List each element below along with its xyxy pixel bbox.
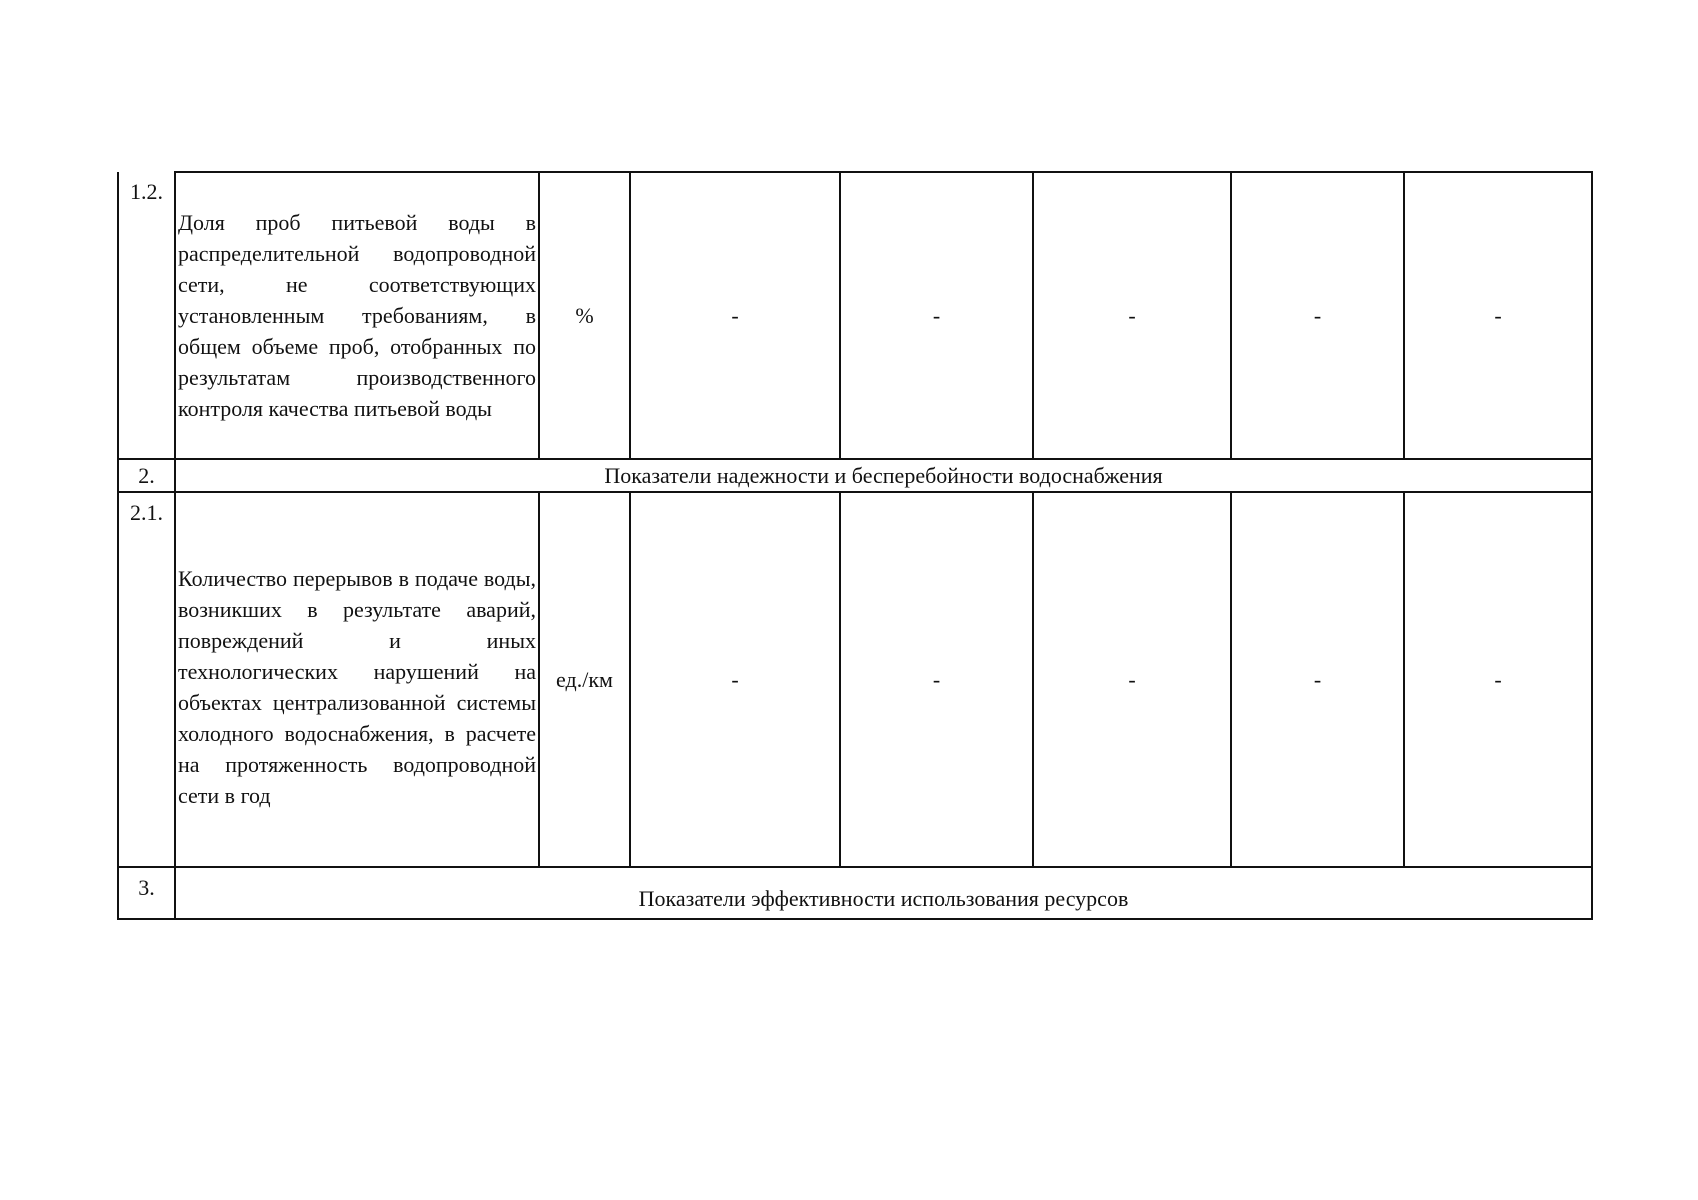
indicators-table <box>117 171 1593 920</box>
row-number: 2. <box>118 459 175 492</box>
section-row <box>118 459 1592 492</box>
row-number: 3. <box>118 867 175 919</box>
value-cell: - <box>840 172 1033 459</box>
indicator-description: Доля проб питьевой воды в распределительной водопроводной сети, не соответствующих установленным требованиям, в общем объеме проб, отобранных по результатам производственного контроля качества питьевой воды <box>175 172 539 459</box>
indicator-description: Количество перерывов в подаче воды, возникших в результате аварий, повреждений и иных технологических нарушений на объектах централизованной системы холодного водоснабжения, в расчете на протяженность водопроводной сети в год <box>175 492 539 867</box>
value-cell: - <box>630 172 840 459</box>
value-cell: - <box>1404 492 1592 867</box>
section-title: Показатели надежности и бесперебойности водоснабжения <box>175 459 1592 492</box>
value-cell: - <box>1231 172 1404 459</box>
row-number: 1.2. <box>118 172 175 459</box>
value-cell: - <box>630 492 840 867</box>
value-cell: - <box>1033 172 1231 459</box>
unit-cell: ед./км <box>539 492 630 867</box>
section-row <box>118 867 1592 919</box>
section-title: Показатели эффективности использования ресурсов <box>175 867 1592 919</box>
row-number: 2.1. <box>118 492 175 867</box>
table-row <box>118 172 1592 459</box>
value-cell: - <box>1231 492 1404 867</box>
value-cell: - <box>840 492 1033 867</box>
value-cell: - <box>1404 172 1592 459</box>
value-cell: - <box>1033 492 1231 867</box>
table-row <box>118 492 1592 867</box>
unit-cell: % <box>539 172 630 459</box>
